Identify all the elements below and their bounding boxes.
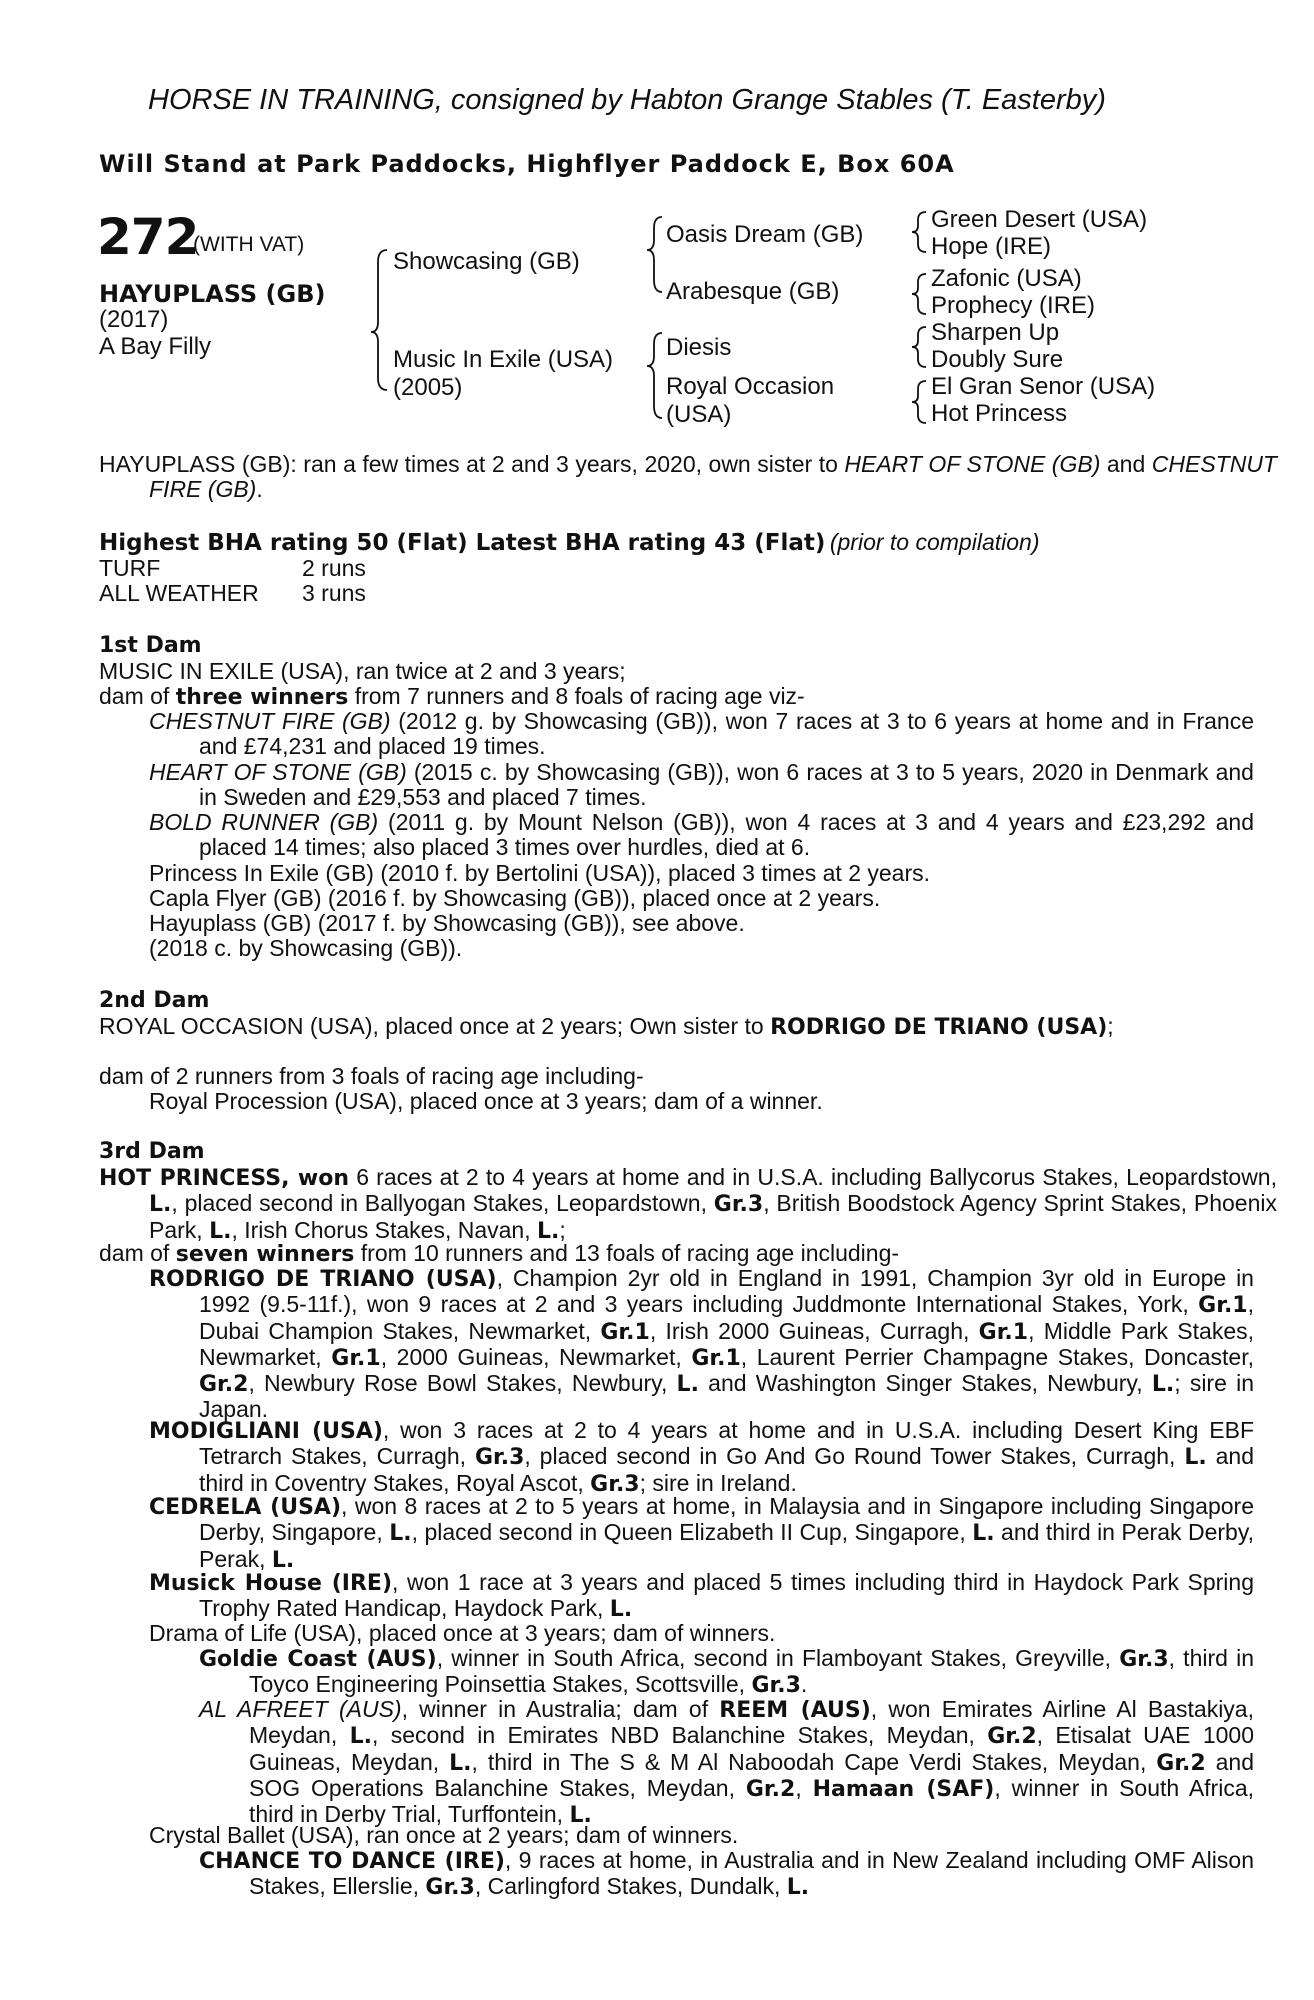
produce-chestnut-fire: CHESTNUT FIRE (GB) (2012 g. by Showcasing (GB)), won 7 races at 3 to 6 years at home and in France and £74,231 and placed 19 times. — [149, 708, 1254, 760]
produce-hayuplass: Hayuplass (GB) (2017 f. by Showcasing (GB)), see above. — [149, 910, 745, 936]
ancestor-hope: Hope (IRE) — [931, 233, 1052, 260]
all-weather-label: ALL WEATHER — [99, 580, 259, 606]
rodrigo-de-triano-ref: RODRIGO DE TRIANO (USA) — [770, 1015, 1108, 1040]
bha-ratings: Highest BHA rating 50 (Flat) Latest BHA rating 43 (Flat) — [99, 530, 826, 556]
third-dam-heading: 3rd Dam — [99, 1139, 205, 1164]
produce-princess-in-exile: Princess In Exile (GB) (2010 f. by Bertolini (USA)), placed 3 times at 2 years. — [149, 860, 931, 886]
produce-modigliani: MODIGLIANI (USA), won 3 races at 2 to 4 years at home and in U.S.A. including Desert King EBF Tetrarch Stakes, Curragh, Gr.3, placed second in Go And Go Round Tower Stakes, Curragh, L. and third in Coventry Stakes, Royal Ascot, Gr.3; sire in Ireland. — [149, 1417, 1255, 1497]
ancestor-el-gran-senor: El Gran Senor (USA) — [931, 373, 1156, 400]
produce-drama-of-life: Drama of Life (USA), placed once at 3 years; dam of winners. — [149, 1620, 776, 1646]
summary-paragraph — [99, 452, 1277, 503]
produce-rodrigo-de-triano: RODRIGO DE TRIANO (USA), Champion 2yr old in England in 1991, Champion 3yr old in Europe in 1992 (9.5-11f.), won 9 races at 2 and 3 years including Juddmonte International Stakes, York, Gr.1, Dubai Champion Stakes, Newmarket, Gr.1, Irish 2000 Guineas, Curragh, Gr.1, Middle Park Stakes, Newmarket, Gr.1, 2000 Guineas, Newmarket, Gr.1, Laurent Perrier Champagne Stakes, Doncaster, Gr.2, Newbury Rose Bowl Stakes, Newbury, L. and Washington Singer Stakes, Newbury, L.; sire in Japan. — [149, 1265, 1255, 1423]
ancestor-sharpen-up: Sharpen Up — [931, 319, 1060, 346]
dam-dam-name: Royal Occasion — [666, 373, 835, 400]
second-dam-heading: 2nd Dam — [99, 988, 210, 1013]
ratings-note: (prior to compilation) — [829, 529, 1040, 555]
stand-location: Will Stand at Park Paddocks, Highflyer Paddock E, Box 60A — [99, 150, 955, 178]
lot-number: 272 — [97, 208, 199, 266]
produce-heart-of-stone: HEART OF STONE (GB) (2015 c. by Showcasing (GB)), won 6 races at 3 to 5 years, 2020 in Denmark and in Sweden and £29,553 and placed 7 times. — [149, 759, 1254, 811]
horse-year: (2017) — [99, 306, 169, 333]
ancestor-zafonic: Zafonic (USA) — [931, 265, 1082, 292]
sibling-heart-of-stone: HEART OF STONE (GB) — [844, 451, 1101, 477]
dam-name: Music In Exile (USA) — [393, 346, 614, 373]
all-weather-runs: 3 runs — [302, 580, 366, 606]
second-dam-intro: ROYAL OCCASION (USA), placed once at 2 years; Own sister to RODRIGO DE TRIANO (USA); — [99, 1013, 1114, 1040]
first-dam-produce-summary: dam of three winners from 7 runners and 8 foals of racing age viz- — [99, 683, 805, 710]
produce-2018-colt: (2018 c. by Showcasing (GB)). — [149, 935, 463, 961]
produce-capla-flyer: Capla Flyer (GB) (2016 f. by Showcasing (GB)), placed once at 2 years. — [149, 885, 881, 911]
ancestor-green-desert: Green Desert (USA) — [931, 206, 1148, 233]
horse-description: A Bay Filly — [99, 333, 212, 360]
dam-dam-origin: (USA) — [666, 401, 732, 428]
ancestor-prophecy: Prophecy (IRE) — [931, 292, 1096, 319]
ancestor-hot-princess: Hot Princess — [931, 400, 1068, 427]
produce-musick-house: Musick House (IRE), won 1 race at 3 years and placed 5 times including third in Haydock Park Spring Trophy Rated Handicap, Haydock Park, L. — [149, 1569, 1254, 1623]
turf-label: TURF — [99, 555, 161, 581]
dam-year: (2005) — [393, 374, 463, 401]
first-dam-intro: MUSIC IN EXILE (USA), ran twice at 2 and 3 years; — [99, 658, 626, 684]
summary-text-and: and — [1100, 451, 1152, 477]
sibling-chestnut-fire: CHESTNUT FIRE (GB) — [149, 451, 1277, 503]
horse-name: HAYUPLASS (GB) — [99, 280, 326, 308]
three-winners: three winners — [175, 685, 349, 710]
dam-sire-name: Diesis — [666, 334, 732, 361]
summary-end: . — [256, 476, 263, 503]
sire-name: Showcasing (GB) — [393, 248, 580, 275]
sire-dam-name: Arabesque (GB) — [666, 278, 840, 305]
second-dam-produce-summary: dam of 2 runners from 3 foals of racing age including- — [99, 1063, 644, 1089]
turf-runs: 2 runs — [302, 555, 366, 581]
grandproduce-al-afreet: AL AFREET (AUS), winner in Australia; dam of REEM (AUS), won Emirates Airline Al Bastakiya, Meydan, L., second in Emirates NBD Balanchine Stakes, Meydan, Gr.2, Etisalat UAE 1000 Guineas, Meydan, L., third in The S & M Al Naboodah Cape Verdi Stakes, Meydan, Gr.2 and SOG Operations Balanchine Stakes, Meydan, Gr.2, Hamaan (SAF), winner in South Africa, third in Derby Trial, Turffontein, L. — [199, 1696, 1255, 1829]
produce-royal-procession: Royal Procession (USA), placed once at 3 years; dam of a winner. — [149, 1088, 823, 1114]
first-dam-heading: 1st Dam — [99, 633, 202, 658]
grandproduce-goldie-coast: Goldie Coast (AUS), winner in South Africa, second in Flamboyant Stakes, Greyville, Gr.3, third in Toyco Engineering Poinsettia Stakes, Scottsville, Gr.3. — [199, 1645, 1254, 1699]
consignment-heading: HORSE IN TRAINING, consigned by Habton Grange Stables (T. Easterby) — [148, 84, 1106, 116]
grandproduce-chance-to-dance: CHANCE TO DANCE (IRE), 9 races at home, in Australia and in New Zealand including OMF Alison Stakes, Ellerslie, Gr.3, Carlingford Stakes, Dundalk, L. — [199, 1847, 1254, 1901]
produce-cedrela: CEDRELA (USA), won 8 races at 2 to 5 years at home, in Malaysia and in Singapore including Singapore Derby, Singapore, L., placed second in Queen Elizabeth II Cup, Singapore, L. and third in Perak Derby, Perak, L. — [149, 1493, 1254, 1573]
produce-crystal-ballet: Crystal Ballet (USA), ran once at 2 years; dam of winners. — [149, 1822, 739, 1848]
hot-princess-record: HOT PRINCESS, won 6 races at 2 to 4 years at home and in U.S.A. including Ballycorus Stakes, Leopardstown, L., placed second in Ballyogan Stakes, Leopardstown, Gr.3, British Boodstock Agency Sprint Stakes, Phoenix Park, L., Irish Chorus Stakes, Navan, L.; — [99, 1164, 1277, 1244]
seven-winners: seven winners — [175, 1242, 355, 1267]
ratings-line — [99, 530, 1039, 556]
sire-sire-name: Oasis Dream (GB) — [666, 221, 864, 248]
ancestor-doubly-sure: Doubly Sure — [931, 346, 1064, 373]
summary-text: HAYUPLASS (GB): ran a few times at 2 and 3 years, 2020, own sister to — [99, 451, 845, 477]
third-dam-produce-summary: dam of seven winners from 10 runners and 13 foals of racing age including- — [99, 1240, 900, 1267]
produce-bold-runner: BOLD RUNNER (GB) (2011 g. by Mount Nelson (GB)), won 4 races at 3 and 4 years and £23,292 and placed 14 times; also placed 3 times over hurdles, died at 6. — [149, 809, 1255, 861]
vat-note: (WITH VAT) — [193, 233, 305, 256]
